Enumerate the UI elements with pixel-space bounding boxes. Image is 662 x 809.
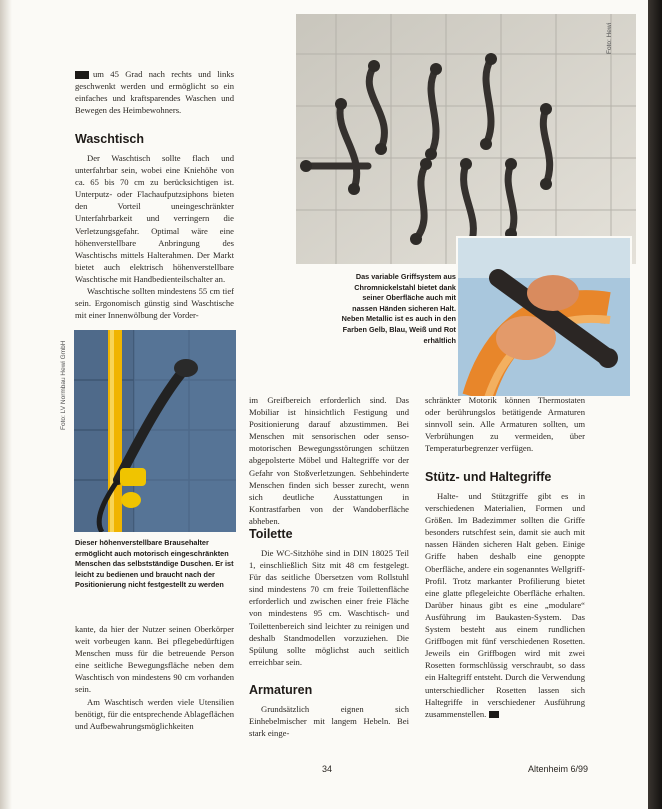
page-number: 34 xyxy=(322,764,333,774)
hand-grip-photo xyxy=(456,236,632,398)
col3-text-top xyxy=(425,394,585,454)
paragraph-marker-icon xyxy=(75,71,89,79)
shower-holder-photo xyxy=(74,330,236,532)
heading-waschtisch: Waschtisch xyxy=(75,132,145,146)
col1-bottom-para1: kante, da hier der Nutzer seinen Oberkörper weit vorbeugen kann. Bei pflegebedürftigen Menschen muss für die betreuende Person eine seitliche Bewegungsfläche neben dem Waschtisch von mindestens 90 cm vorhanden sein. xyxy=(75,624,234,695)
caption-shower-holder: Dieser höhenverstellbare Brausehalter ermöglicht auch motorisch eingeschränkten Menschen das selbstständige Duschen. Er ist leicht zu bedienen und braucht nach der Positionierung nicht festgestellt zu werden xyxy=(75,538,234,590)
grab-bars-photo xyxy=(296,14,636,264)
caption-grab-system: Das variable Griffsystem aus Chromnickelstahl bietet dank seiner Oberfläche auch mit nassen Händen sicheren Halt. Neben Metallic ist es auch in den Farben Gelb, Blau, Weiß und Rot erhältlich xyxy=(341,272,456,345)
col2-text-top xyxy=(249,394,409,527)
page-shadow-left xyxy=(0,0,12,809)
col2-text-toilette xyxy=(249,547,409,668)
photo-credit-top: Foto: Hewi xyxy=(606,22,613,54)
griffe-para: Halte- und Stützgriffe gibt es in verschiedenen Materialien, Formen und Größen. Im Badezimmer sollten die Griffe besonders rutschfest sein, damit sie auch mit nassen Händen sicheren Halt geben. Einige Griffe haben deshalb eine genoppte Oberfläche, andere ein sogenanntes Wellgriff-Profil. Trotz markanter Profilierung bietet eine glatte pflegeleichte Oberfläche erhalten. Darüber hinaus gibt es eine „modulare“ Ausführung im Baukasten-System. Das System besteht aus einem rundlichen Griffbogen mit fünf verschiedenen Rosetten. Jeweils ein Griffbogen wird mit zwei Rosetten formschlüssig verschraubt, so dass ein Haltegriff entsteht. Durch die Verwendung unterschiedlicher Rosetten lassen sich Haltegriffe in verschiedener Ausführung zusammenstellen. xyxy=(425,491,585,719)
col2-para1: im Greifbereich erforderlich sind. Das Mobiliar ist hinsichtlich Festigung und Positionierung darauf abzustimmen. Bei Menschen mit sensorischen oder senso-motorischen Bewegungsstörungen schützen abgepolsterte Möbel und Haltegriffe vor der Gefahr von Stoßverletzungen. Sehbehinderte Menschen finden sich besser zurecht, wenn sich deutliche Ausstattungen in Kontrastfarben von der Wandoberfläche abheben. xyxy=(249,395,409,526)
waschtisch-para2: Waschtische sollten mindestens 55 cm tief sein. Ergonomisch günstig sind Waschtische mit einer Innenwölbung der Vorder- xyxy=(75,286,234,321)
armaturen-para: Grundsätzlich eignen sich Einhebelmischer mit langem Hebeln. Bei stark einge- xyxy=(249,704,409,739)
page-edge-right xyxy=(648,0,662,809)
photo-credit-left: Foto: LV Normbau Hewi GmbH xyxy=(60,340,67,430)
col1-bottom-para2: Am Waschtisch werden viele Utensilien benötigt, für die entsprechende Ablageflächen und Aufbewahrungsmöglichkeiten xyxy=(75,696,234,731)
heading-armaturen: Armaturen xyxy=(249,683,313,697)
article-end-icon xyxy=(489,711,499,718)
col3-text-griffe xyxy=(425,490,585,720)
heading-toilette: Toilette xyxy=(249,527,293,541)
col2-text-armaturen xyxy=(249,703,409,739)
waschtisch-para1: Der Waschtisch sollte flach und unterfahrbar sein, wobei eine Kniehöhe von ca. 65 bis 70 cm zu berücksichtigen ist. Unterputz- oder Flachaufputzsiphons bieten den Vorteil uneingeschränkter Unterfahrbarkeit und verringern die Verletzungsgefahr. Optimal wäre eine höhenverstellbare Anbringung des Waschtischs mittels Halterahmen. Der Markt bietet auch elektrisch höhenverstellbare Waschtische mit Handbedienteilschalter an. xyxy=(75,153,234,284)
col1-text-bottom xyxy=(75,623,234,732)
toilette-para: Die WC-Sitzhöhe sind in DIN 18025 Teil 1, einschließlich Sitz mit 48 cm festgelegt. Für das seitliche Übersetzen vom Rollstuhl sind mindestens 70 cm freie Toilettenfläche erforderlich und zwischen einer freie Fläche von mindestens 95 cm. Waschtisch- und Toilettenbereich sind leichter zu reinigen und deshalb Standmodellen vorzuziehen. Die Spülung sollte möglichst auch seitlich erreichbar sein. xyxy=(249,548,409,667)
heading-stuetzgriffe: Stütz- und Haltegriffe xyxy=(425,470,552,484)
col3-para1: schränkter Motorik können Thermostaten oder berührungslos betätigende Armaturen sinnvoll sein. Alle Armaturen sollten, um Verbrühungen zu vermeiden, über Temperaturbegrenzer verfügen. xyxy=(425,395,585,454)
col1-text-top xyxy=(75,68,234,116)
magazine-issue: Altenheim 6/99 xyxy=(528,764,589,774)
col1-text-waschtisch xyxy=(75,152,234,321)
intro-paragraph: um 45 Grad nach rechts und links geschwenkt werden und ermöglicht so ein einfaches und kraftsparendes Waschen und Bewegen des Heimbewohners. xyxy=(75,69,234,116)
